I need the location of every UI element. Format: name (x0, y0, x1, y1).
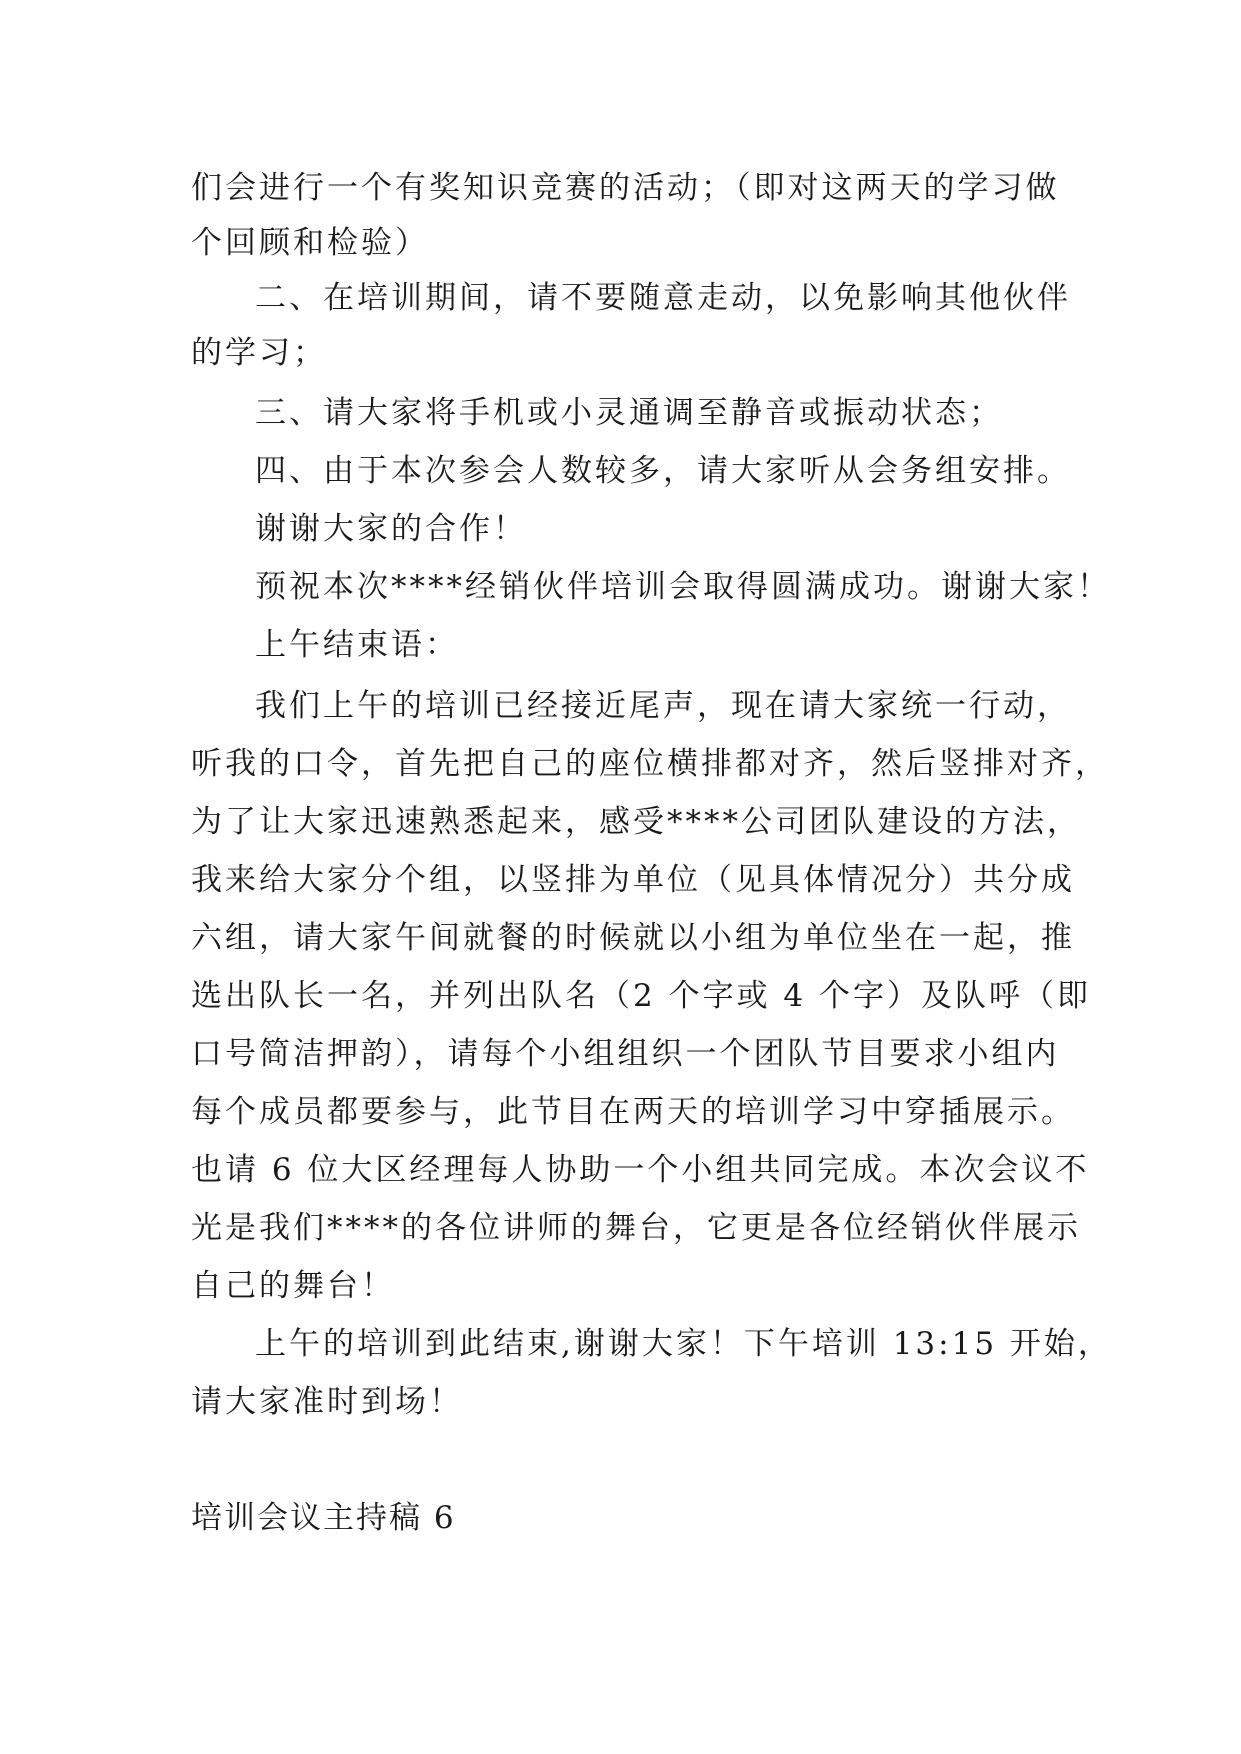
body-line: 为了让大家迅速熟悉起来，感受****公司团队建设的方法， (191, 804, 1081, 840)
body-line: 光是我们****的各位讲师的舞台，它更是各位经销伙伴展示 (191, 1210, 1081, 1246)
body-line: 的学习； (191, 335, 327, 371)
body-line: 自己的舞台！ (191, 1268, 395, 1304)
body-line: 三、请大家将手机或小灵通调至静音或振动状态； (255, 395, 1003, 431)
body-line: 请大家准时到场！ (191, 1384, 463, 1420)
body-line: 个回顾和检验） (191, 225, 429, 261)
body-line: 我来给大家分个组，以竖排为单位（见具体情况分）共分成 (191, 862, 1075, 898)
body-line: 谢谢大家的合作！ (255, 511, 527, 547)
body-line: 听我的口令，首先把自己的座位横排都对齐，然后竖排对齐， (191, 746, 1109, 782)
body-line: 上午的培训到此结束,谢谢大家！下午培训 13:15 开始， (255, 1326, 1112, 1362)
body-line: 预祝本次****经销伙伴培训会取得圆满成功。谢谢大家！ (255, 569, 1111, 605)
body-line: 选出队长一名，并列出队名（2 个字或 4 个字）及队呼（即 (191, 978, 1092, 1014)
body-line: 口号简洁押韵），请每个小组组织一个团队节目要求小组内 (191, 1036, 1060, 1072)
body-line: 六组，请大家午间就餐的时候就以小组为单位坐在一起，推 (191, 920, 1075, 956)
body-line: 我们上午的培训已经接近尾声，现在请大家统一行动， (255, 688, 1071, 724)
body-line: 每个成员都要参与，此节目在两天的培训学习中穿插展示。 (191, 1094, 1075, 1130)
body-line: 们会进行一个有奖知识竞赛的活动；（即对这两天的学习做 (191, 170, 1060, 206)
body-line: 也请 6 位大区经理每人协助一个小组共同完成。本次会议不 (191, 1152, 1090, 1188)
section-title: 培训会议主持稿 6 (191, 1500, 456, 1536)
body-line: 二、在培训期间，请不要随意走动，以免影响其他伙伴 (255, 280, 1071, 316)
body-line: 四、由于本次参会人数较多，请大家听从会务组安排。 (255, 453, 1071, 489)
body-line: 上午结束语： (255, 627, 459, 663)
